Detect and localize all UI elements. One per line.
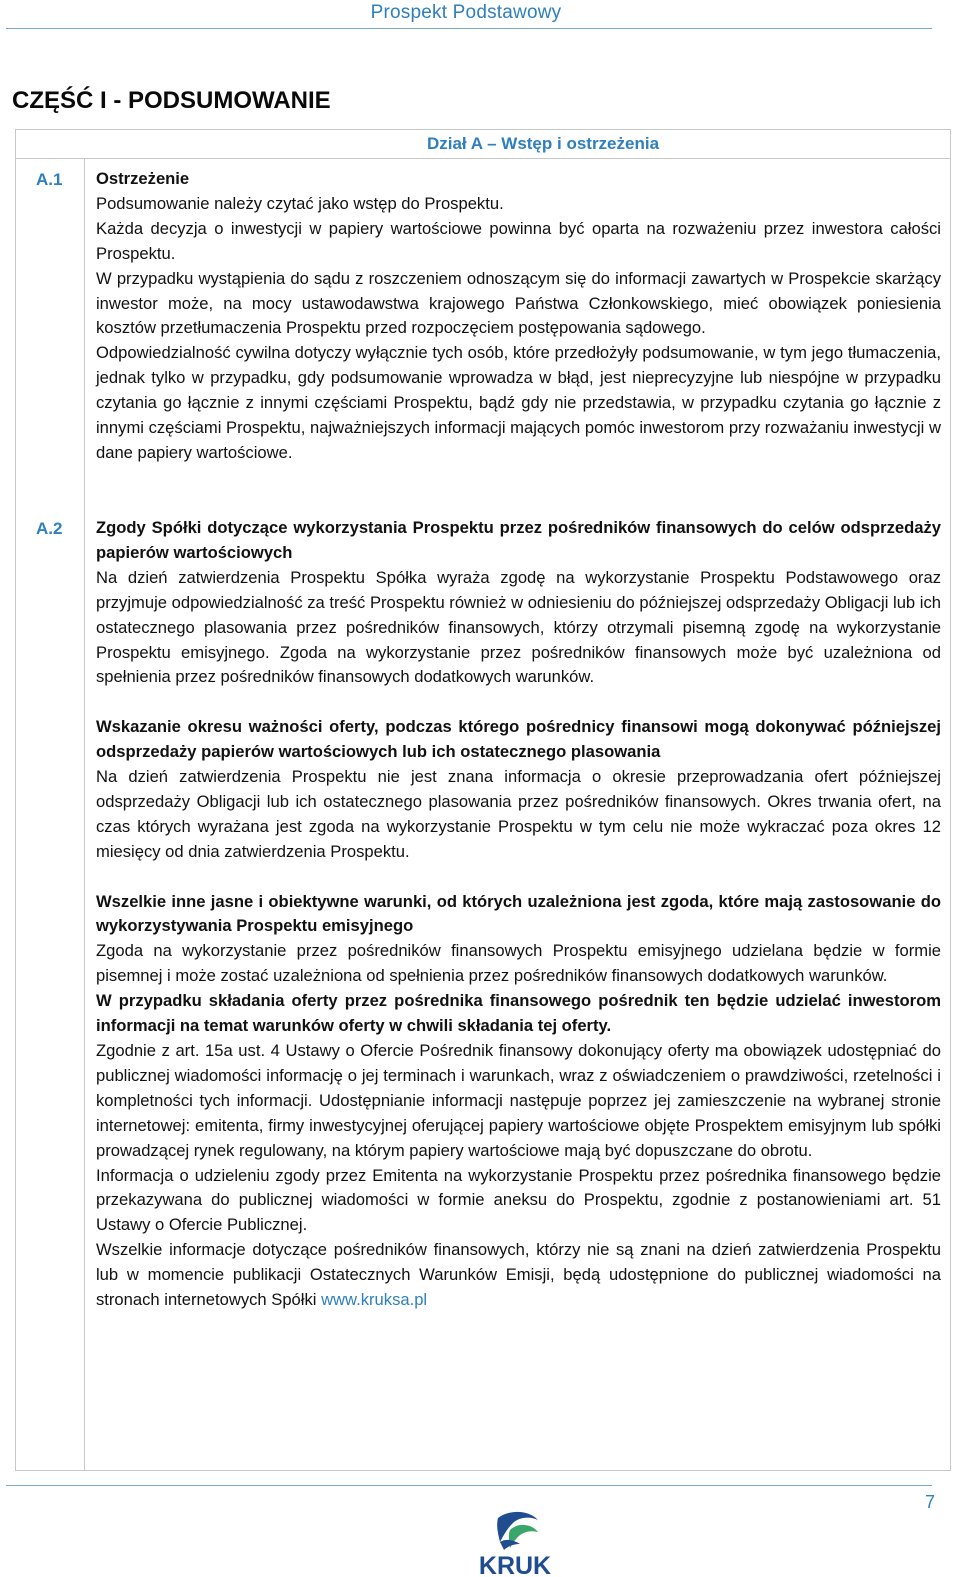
footer-divider	[6, 1485, 932, 1486]
a1-paragraph: Każda decyzja o inwestycji w papiery wartościowe powinna być oparta na rozważeniu przez inwestora całości Prospektu.	[96, 218, 941, 263]
part-title: CZĘŚĆ I - PODSUMOWANIE	[12, 87, 331, 114]
a1-heading: Ostrzeżenie	[96, 169, 190, 188]
a2-paragraph: Informacja o udzieleniu zgody przez Emitenta na wykorzystanie Prospektu przez pośrednika finansowego będzie przekazywana do publicznej wiadomości w formie aneksu do Prospektu, zgodnie z postanowieniami art. 51 Ustawy o Ofercie Publicznej.	[96, 1165, 941, 1235]
a2-bold-notice: W przypadku składania oferty przez pośrednika finansowego pośrednik ten będzie udzielać inwestorom informacji na temat warunków oferty w chwili składania tej oferty.	[96, 991, 941, 1036]
element-content-a2	[96, 516, 941, 1313]
kruk-logo-graphic	[470, 1510, 560, 1577]
a2-heading-consent: Zgody Spółki dotyczące wykorzystania Prospektu przez pośredników finansowych do celów odsprzedaży papierów wartościowych	[96, 518, 941, 562]
a2-paragraph: Na dzień zatwierdzenia Prospektu nie jest znana informacja o okresie przeprowadzania ofert późniejszej odsprzedaży Obligacji lub ich ostatecznego plasowania przez pośredników finansowych. Okres trwania ofert, na czas których wyrażana jest zgoda na wykorzystanie Prospektu w tym celu nie może wykraczać poza okres 12 miesięcy od dnia zatwierdzenia Prospektu.	[96, 767, 941, 861]
a2-heading-offer-period: Wskazanie okresu ważności oferty, podczas którego pośrednicy finansowi mogą dokonywać późniejszej odsprzedaży papierów wartościowych lub ich ostatecznego plasowania	[96, 717, 941, 762]
summary-table	[15, 129, 951, 1471]
a1-paragraph: Odpowiedzialność cywilna dotyczy wyłącznie tych osób, które przedłożyły podsumowanie, w tym jego tłumaczenia, jednak tylko w przypadku, gdy podsumowanie wprowadza w błąd, jest nieprecyzyjne lub niespójne w przypadku czytania go łącznie z innymi częściami Prospektu, bądź gdy nie przedstawia, w przypadku czytania go łącznie z innymi częściami Prospektu, najważniejszych informacji mających pomóc inwestorom przy rozważaniu inwestycji w dane papiery wartościowe.	[96, 343, 941, 462]
a2-paragraph: Zgodnie z art. 15a ust. 4 Ustawy o Ofercie Pośrednik finansowy dokonujący oferty ma obowiązek udostępniać do publicznej wiadomości informację o jej terminach i warunkach, wraz z oświadczeniem o prawdziwości, rzetelności i kompletności tych informacji. Udostępnianie informacji następuje poprzez jej zamieszczenie na wybranej stronie internetowej: emitenta, firmy inwestycyjnej oferującej papiery wartościowe objęte Prospektem emisyjnym lub spółki prowadzącej rynek regulowany, na którym papiery wartościowe mają być dopuszczane do obrotu.	[96, 1041, 941, 1160]
element-content-a1	[96, 167, 941, 466]
element-id-a2: A.2	[36, 519, 63, 538]
a1-paragraph: Podsumowanie należy czytać jako wstęp do Prospektu.	[96, 193, 504, 213]
a2-paragraph: Zgoda na wykorzystanie przez pośredników finansowych Prospektu emisyjnego udzielana będzie w formie pisemnej i może zostać uzależniona od spełnienia przez pośredników finansowych dodatkowych warunków.	[96, 941, 941, 986]
a1-paragraph: W przypadku wystąpienia do sądu z roszczeniem odnoszącym się do informacji zawartych w Prospekcie skarżący inwestor może, na mocy ustawodawstwa krajowego Państwa Członkowskiego, mieć obowiązek poniesienia kosztów przetłumaczenia Prospektu przed rozpoczęciem postępowania sądowego.	[96, 268, 941, 338]
running-header-title: Prospekt Podstawowy	[370, 2, 562, 23]
company-website-link[interactable]: www.kruksa.pl	[321, 1290, 428, 1310]
page-number: 7	[924, 1492, 935, 1512]
kruk-logo-text: KRUK	[478, 1552, 552, 1577]
element-id-a1: A.1	[36, 170, 63, 189]
header-divider	[6, 28, 932, 29]
column-divider	[84, 159, 85, 1470]
kruk-logo	[470, 1510, 560, 1577]
section-header: Dział A – Wstęp i ostrzeżenia	[16, 130, 950, 159]
a2-paragraph: Na dzień zatwierdzenia Prospektu Spółka wyraża zgodę na wykorzystanie Prospektu Podstawowego oraz przyjmuje odpowiedzialność za treść Prospektu również w odniesieniu do późniejszej odsprzedaży Obligacji lub ich ostatecznego plasowania przez pośredników finansowych, którzy otrzymali pisemną zgodę na wykorzystanie Prospektu emisyjnego. Zgoda na wykorzystanie przez pośredników finansowych może być uzależniona od spełnienia przez pośredników finansowych dodatkowych warunków.	[96, 567, 941, 687]
a2-paragraph-with-link	[96, 1238, 941, 1313]
a2-paragraph-text: Wszelkie informacje dotyczące pośredników finansowych, którzy nie są znani na dzień zatwierdzenia Prospektu lub w momencie publikacji Ostatecznych Warunków Emisji, będą udostępnione do publicznej wiadomości na stronach internetowych Spółki	[96, 1240, 941, 1310]
a2-heading-conditions: Wszelkie inne jasne i obiektywne warunki, od których uzależniona jest zgoda, które mają zastosowanie do wykorzystywania Prospektu emisyjnego	[96, 891, 941, 936]
